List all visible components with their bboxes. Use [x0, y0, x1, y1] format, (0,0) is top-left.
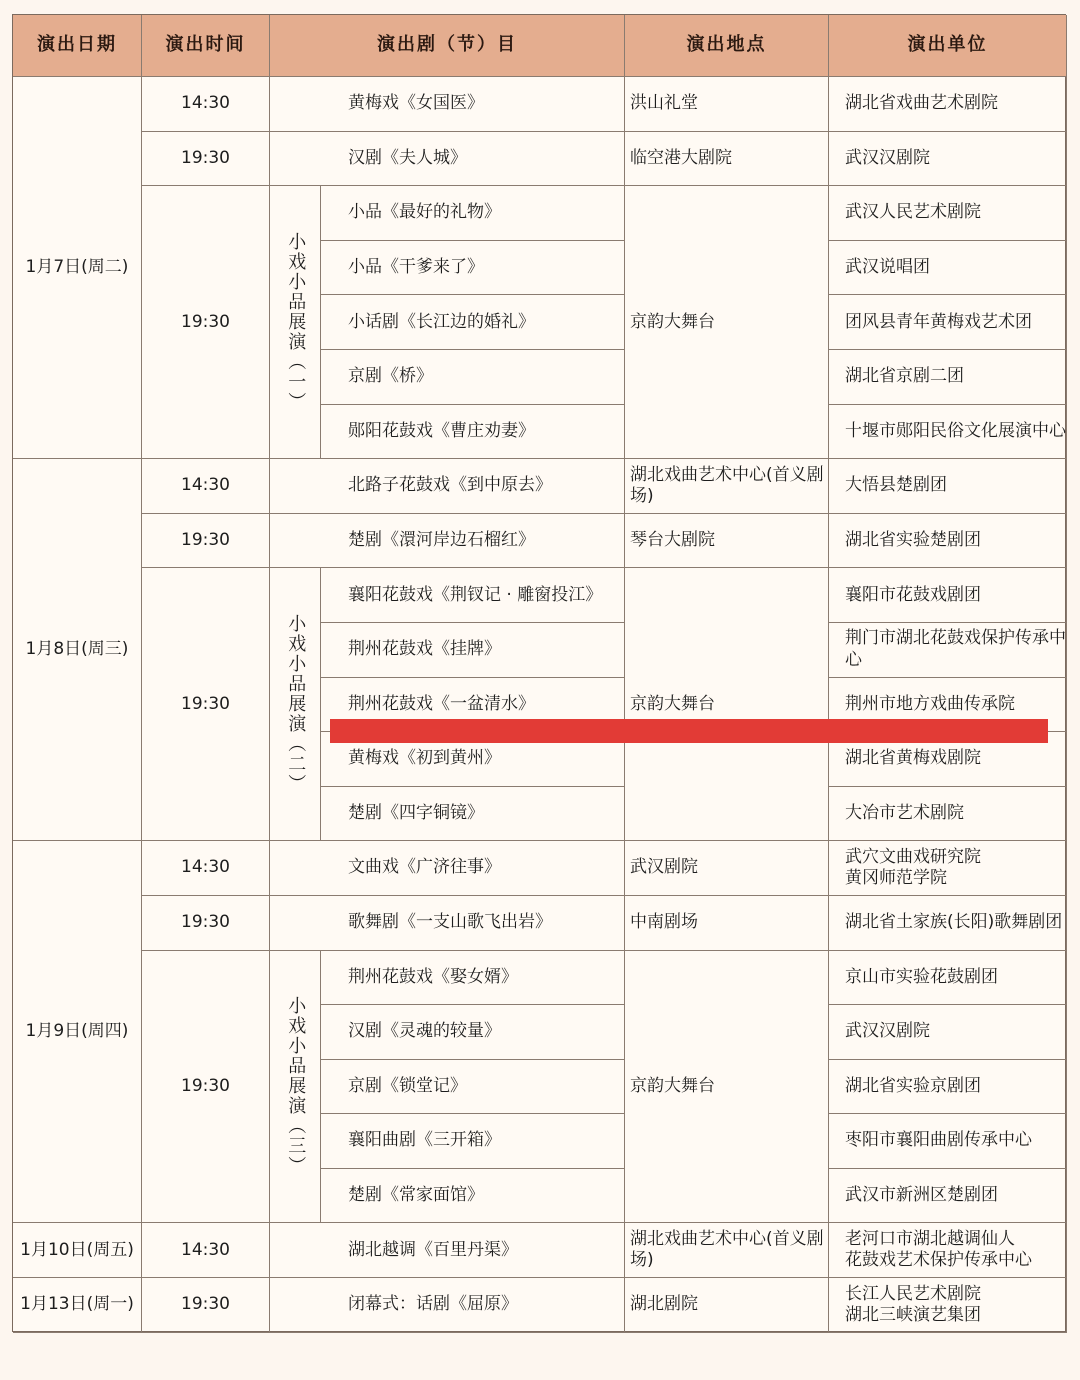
group-venue-cell: 京韵大舞台: [625, 951, 829, 1224]
program-cell: 湖北越调《百里丹渠》: [270, 1223, 625, 1278]
time-cell: 14:30: [142, 1223, 270, 1278]
time-cell: 14:30: [142, 459, 270, 514]
unit-cell: 大冶市艺术剧院: [829, 787, 1067, 842]
unit-cell: 武汉说唱团: [829, 241, 1067, 296]
program-cell: 小品《干爹来了》: [321, 241, 625, 296]
unit-cell: 湖北省实验京剧团: [829, 1060, 1067, 1115]
program-cell: 京剧《桥》: [321, 350, 625, 405]
header-venue: 演出地点: [625, 15, 829, 77]
program-cell: 襄阳曲剧《三开箱》: [321, 1114, 625, 1169]
time-cell: 19:30: [142, 132, 270, 187]
header-unit: 演出单位: [829, 15, 1067, 77]
group-time-cell: 19:30: [142, 186, 270, 459]
unit-cell: 荆州市地方戏曲传承院: [829, 678, 1067, 733]
date-cell: 1月7日(周二): [13, 77, 142, 459]
header-date: 演出日期: [13, 15, 142, 77]
program-cell: 小品《最好的礼物》: [321, 186, 625, 241]
date-cell: 1月8日(周三): [13, 459, 142, 841]
unit-cell: 武汉人民艺术剧院: [829, 186, 1067, 241]
group-time-cell: 19:30: [142, 951, 270, 1224]
program-cell: 荆州花鼓戏《一盆清水》: [321, 678, 625, 733]
unit-cell: 大悟县楚剧团: [829, 459, 1067, 514]
unit-cell: 武穴文曲戏研究院 黄冈师范学院: [829, 841, 1067, 896]
unit-cell: 长江人民艺术剧院 湖北三峡演艺集团: [829, 1278, 1067, 1333]
date-cell: 1月9日(周四): [13, 841, 142, 1223]
red-strike-mark: [330, 719, 1048, 743]
group-label: 小戏小品展演（三）: [270, 951, 321, 1224]
venue-cell: 临空港大剧院: [625, 132, 829, 187]
program-cell: 荆州花鼓戏《挂牌》: [321, 623, 625, 678]
unit-cell: 湖北省土家族(长阳)歌舞剧团: [829, 896, 1067, 951]
venue-cell: 琴台大剧院: [625, 514, 829, 569]
unit-cell: 老河口市湖北越调仙人 花鼓戏艺术保护传承中心: [829, 1223, 1067, 1278]
venue-cell: 洪山礼堂: [625, 77, 829, 132]
venue-cell: 湖北戏曲艺术中心(首义剧场): [625, 1223, 829, 1278]
time-cell: 14:30: [142, 841, 270, 896]
date-cell: 1月10日(周五): [13, 1223, 142, 1278]
date-cell: 1月13日(周一): [13, 1278, 142, 1333]
group-venue-cell: 京韵大舞台: [625, 568, 829, 841]
program-cell: 郧阳花鼓戏《曹庄劝妻》: [321, 405, 625, 460]
unit-cell: 武汉汉剧院: [829, 1005, 1067, 1060]
program-cell: 楚剧《澴河岸边石榴红》: [270, 514, 625, 569]
unit-cell: 荆门市湖北花鼓戏保护传承中心: [829, 623, 1067, 678]
program-cell: 襄阳花鼓戏《荆钗记 · 雕窗投江》: [321, 568, 625, 623]
unit-cell: 京山市实验花鼓剧团: [829, 951, 1067, 1006]
program-cell: 文曲戏《广济往事》: [270, 841, 625, 896]
unit-cell: 襄阳市花鼓戏剧团: [829, 568, 1067, 623]
program-cell: 楚剧《四字铜镜》: [321, 787, 625, 842]
unit-cell: 湖北省戏曲艺术剧院: [829, 77, 1067, 132]
group-label: 小戏小品展演（一）: [270, 186, 321, 459]
time-cell: 19:30: [142, 1278, 270, 1333]
unit-cell: 武汉汉剧院: [829, 132, 1067, 187]
program-cell: 汉剧《灵魂的较量》: [321, 1005, 625, 1060]
unit-cell: 枣阳市襄阳曲剧传承中心: [829, 1114, 1067, 1169]
time-cell: 19:30: [142, 514, 270, 569]
group-venue-cell: 京韵大舞台: [625, 186, 829, 459]
program-cell: 歌舞剧《一支山歌飞出岩》: [270, 896, 625, 951]
program-cell: 荆州花鼓戏《娶女婿》: [321, 951, 625, 1006]
unit-cell: 武汉市新洲区楚剧团: [829, 1169, 1067, 1224]
venue-cell: 中南剧场: [625, 896, 829, 951]
program-cell: 楚剧《常家面馆》: [321, 1169, 625, 1224]
unit-cell: 十堰市郧阳民俗文化展演中心: [829, 405, 1067, 460]
venue-cell: 湖北剧院: [625, 1278, 829, 1333]
header-program: 演出剧（节）目: [270, 15, 625, 77]
header-time: 演出时间: [142, 15, 270, 77]
program-cell: 汉剧《夫人城》: [270, 132, 625, 187]
program-cell: 小话剧《长江边的婚礼》: [321, 295, 625, 350]
time-cell: 14:30: [142, 77, 270, 132]
program-cell: 京剧《锁堂记》: [321, 1060, 625, 1115]
program-cell: 北路子花鼓戏《到中原去》: [270, 459, 625, 514]
unit-cell: 湖北省京剧二团: [829, 350, 1067, 405]
time-cell: 19:30: [142, 896, 270, 951]
program-cell: 黄梅戏《女国医》: [270, 77, 625, 132]
program-cell: 闭幕式：话剧《屈原》: [270, 1278, 625, 1333]
unit-cell: 团风县青年黄梅戏艺术团: [829, 295, 1067, 350]
schedule-table: [12, 14, 1066, 1332]
unit-cell: 湖北省实验楚剧团: [829, 514, 1067, 569]
venue-cell: 武汉剧院: [625, 841, 829, 896]
program-cell: 黄梅戏《初到黄州》: [321, 732, 625, 787]
group-label: 小戏小品展演（二）: [270, 568, 321, 841]
venue-cell: 湖北戏曲艺术中心(首义剧场): [625, 459, 829, 514]
unit-cell: 湖北省黄梅戏剧院: [829, 732, 1067, 787]
group-time-cell: 19:30: [142, 568, 270, 841]
